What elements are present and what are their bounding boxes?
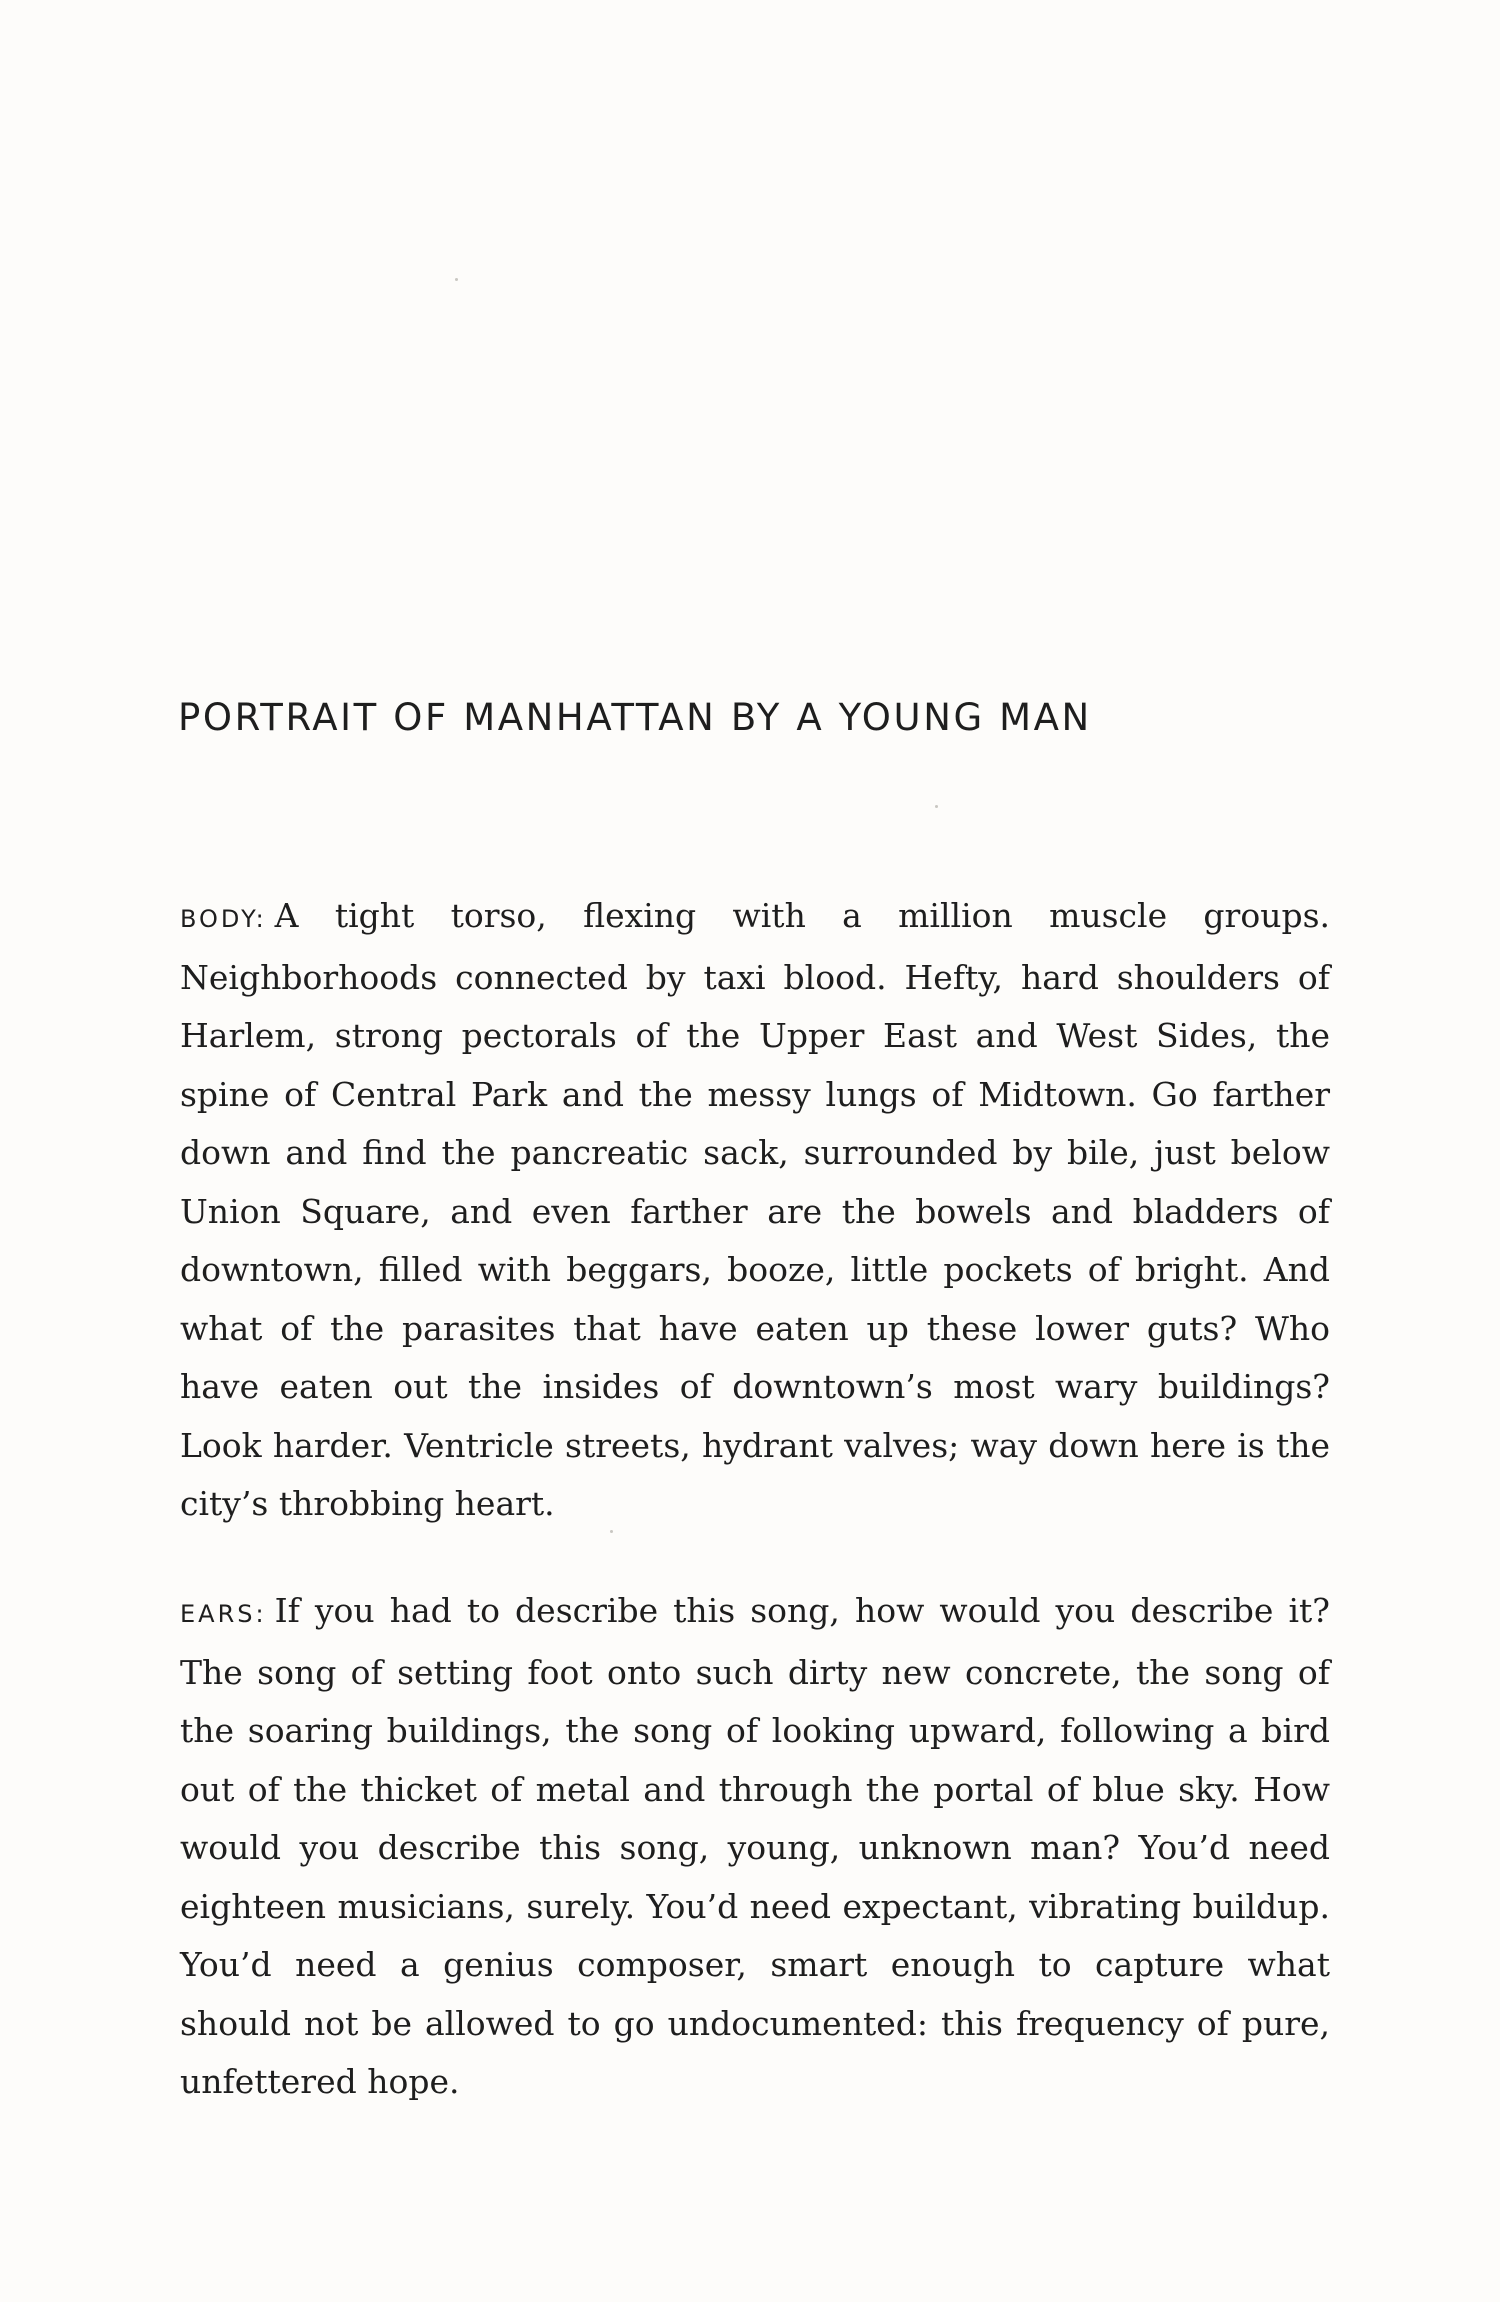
- section-label-body: BODY:: [180, 905, 267, 933]
- paper-speck: [935, 805, 938, 808]
- body-section: [180, 887, 1330, 1534]
- section-label-ears: EARS:: [180, 1600, 267, 1628]
- chapter-title: PORTRAIT OF MANHATTAN BY A YOUNG MAN: [178, 696, 1092, 739]
- section-text-body: A tight torso, flexing with a million muscle groups. Neighborhoods connected by taxi blood. Hefty, hard shoulders of Harlem, strong pectorals of the Upper East and West Sides, the spine of Central Park and the messy lungs of Midtown. Go farther down and find the pancreatic sack, surrounded by bile, just below Union Square, and even farther are the bowels and bladders of downtown, filled with beggars, booze, little pockets of bright. And what of the parasites that have eaten up these lower guts? Who have eaten out the insides of downtown’s most wary buildings? Look harder. Ventricle streets, hydrant valves; way down here is the city’s throbbing heart.: [180, 896, 1330, 1523]
- section-text-ears: If you had to describe this song, how would you describe it? The song of setting foot onto such dirty new concrete, the song of the soaring buildings, the song of looking upward, following a bird out of the thicket of metal and through the portal of blue sky. How would you describe this song, young, unknown man? You’d need eighteen musicians, surely. You’d need expectant, vibrating buildup. You’d need a genius composer, smart enough to capture what should not be allowed to go undocumented: this frequency of pure, unfettered hope.: [180, 1591, 1330, 2101]
- ears-section: [180, 1582, 1330, 2112]
- paper-speck: [455, 278, 458, 281]
